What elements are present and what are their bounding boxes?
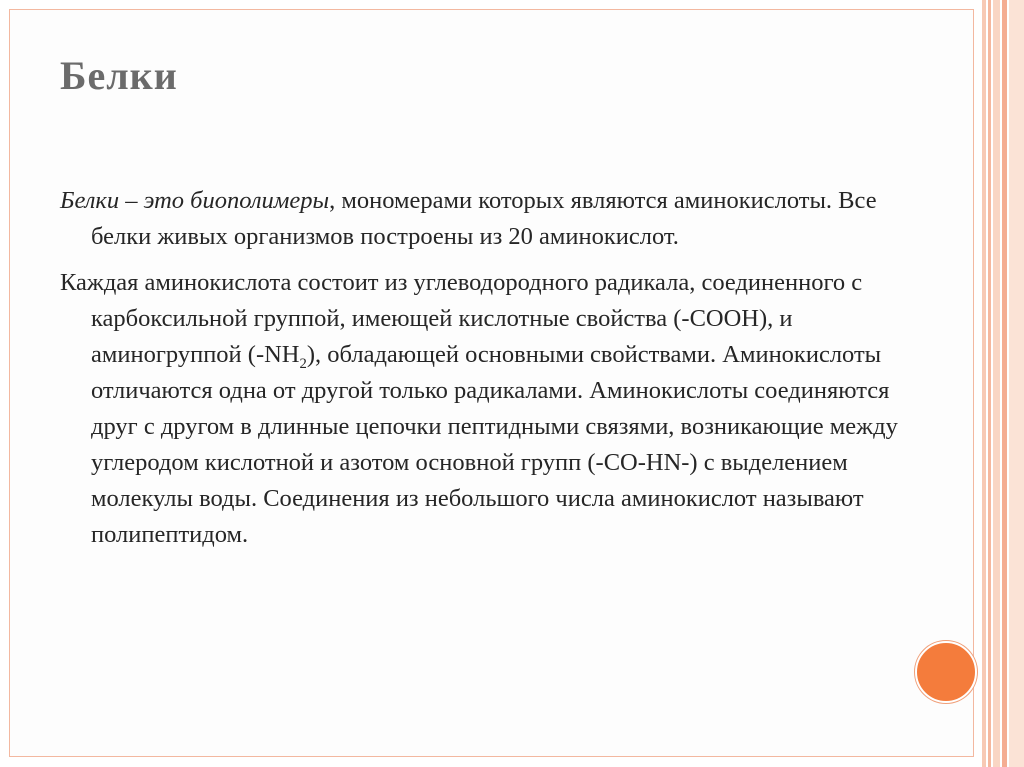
decor-stripe bbox=[1009, 0, 1024, 767]
decor-stripe bbox=[993, 0, 1000, 767]
definition-text: , мономерами которых являются аминокислоты. Все белки живых организмов построены из 20 аминокислот. bbox=[91, 187, 877, 250]
slide-body bbox=[60, 183, 910, 563]
accent-dot bbox=[915, 641, 977, 703]
slide-title: Белки bbox=[60, 53, 178, 98]
decor-stripe bbox=[988, 0, 991, 767]
definition-italic: Белки – это биополимеры bbox=[60, 187, 330, 214]
paragraph-definition bbox=[60, 183, 910, 255]
paragraph-amino-acids bbox=[60, 265, 910, 553]
amino-text-a: Каждая аминокислота состоит из углеводородного радикала, соединенного с карбоксильной группой, имеющей кислотные свойства (-COOH), и аминогруппой (-NH bbox=[60, 269, 863, 368]
decor-stripe bbox=[982, 0, 986, 767]
amino-text-b: ), обладающей основными свойствами. Аминокислоты отличаются одна от другой только радикалами. Аминокислоты соединяются друг с другом в длинные цепочки пептидными связями, возникающие между углеродом кислотной и азотом основной групп (-CO-HN-) с выделением молекулы воды. Соединения из небольшого числа аминокислот называют полипептидом. bbox=[91, 341, 898, 548]
decor-stripe bbox=[1002, 0, 1007, 767]
subscript-2: 2 bbox=[299, 355, 307, 372]
